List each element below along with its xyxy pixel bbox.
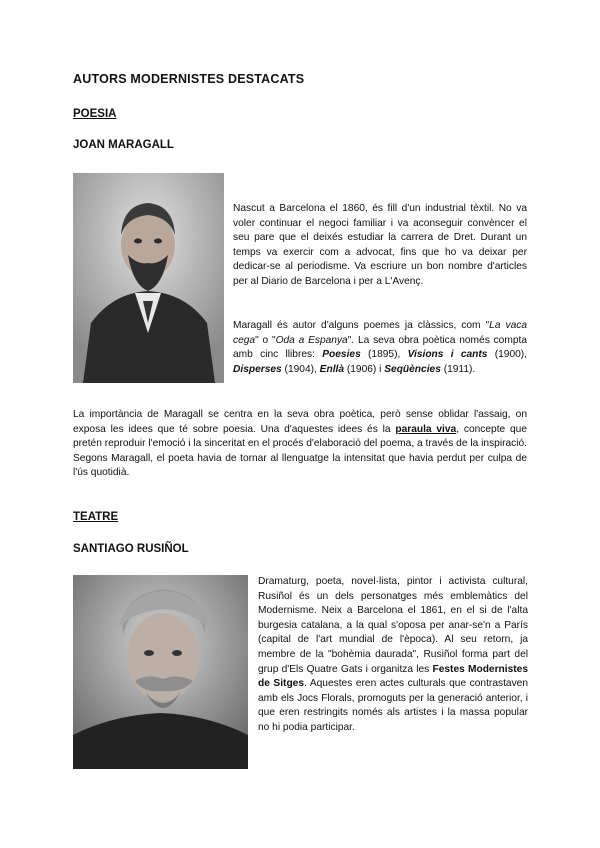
portrait-rusinol-photo xyxy=(73,575,248,769)
author-name-maragall: JOAN MARAGALL xyxy=(73,139,174,151)
book-title: Visions i cants xyxy=(407,349,488,361)
key-term: Festes Modernistes de Sitges xyxy=(258,663,528,690)
book-title: Enllà xyxy=(319,363,345,375)
maragall-works: Maragall és autor d'alguns poemes ja clàssics, com "La vaca cega" o "Oda a Espanya". La seva obra poètica només compta amb cinc llibres: Poesies (1895), Visions i cants (1900), Disperses (1904), Enllà (1906) i Seqüències (1911). xyxy=(233,320,527,375)
maragall-bio: Nascut a Barcelona el 1860, és fill d'un industrial tèxtil. No va voler continuar el negoci familiar i va aconseguir convèncer el seu pare que el deixés estudiar la carrera de Dret. Durant un temps va exercir com a advocat, fins que ho va deixar per dedicar-se al periodisme. Va escriure un bon nombre d'articles per al Diario de Barcelona i per a L'Avenç. xyxy=(233,203,527,287)
portrait-maragall-photo xyxy=(73,173,224,383)
key-term: paraula viva xyxy=(395,423,457,435)
portrait-santiago-rusinol-icon xyxy=(73,575,248,769)
author-name-rusinol: SANTIAGO RUSIÑOL xyxy=(73,543,189,555)
section-heading-poesia: POESIA xyxy=(73,108,117,120)
book-title: Seqüències xyxy=(384,363,441,375)
page-title: AUTORS MODERNISTES DESTACATS xyxy=(73,72,305,86)
maragall-importance: La importància de Maragall se centra en la seva obra poètica, però sense oblidar l'assaig, on exposa les idees que té sobre poesia. Una d'aquestes idees és la paraula viva, concepte que pretén reproduir l'emoció i la sinceritat en el procés d'elaboració del poema, a través de la inspiració. Segons Maragall, el poeta havia de tornar al llenguatge la intensitat que havia perdut per culpa de l'ús quotidià. xyxy=(73,409,527,479)
book-title: Disperses xyxy=(233,363,282,375)
book-title: Poesies xyxy=(322,349,361,361)
section-heading-teatre: TEATRE xyxy=(73,511,119,523)
portrait-joan-maragall-icon xyxy=(73,173,224,383)
poem-title: Oda a Espanya xyxy=(275,334,348,346)
rusinol-bio: Dramaturg, poeta, novel·lista, pintor i activista cultural, Rusiñol és un dels personatges més emblemàtics del Modernisme. Neix a Barcelona el 1861, en el si de l'alta burgesia catalana, a la qual s'oposa per anar-se'n a París (capital de l'art mundial de l'època). Al seu retorn, ja membre de la "bohèmia daurada", Rusiñol forma part del grup d'Els Quatre Gats i organitza les Festes Modernistes de Sitges. Aquestes eren actes culturals que contrastaven amb els Jocs Florals, promoguts per la generació anterior, i que eren restringits només als artistes i la massa popular no hi podia participar. xyxy=(258,576,529,733)
poem-title: La vaca cega xyxy=(233,320,527,346)
